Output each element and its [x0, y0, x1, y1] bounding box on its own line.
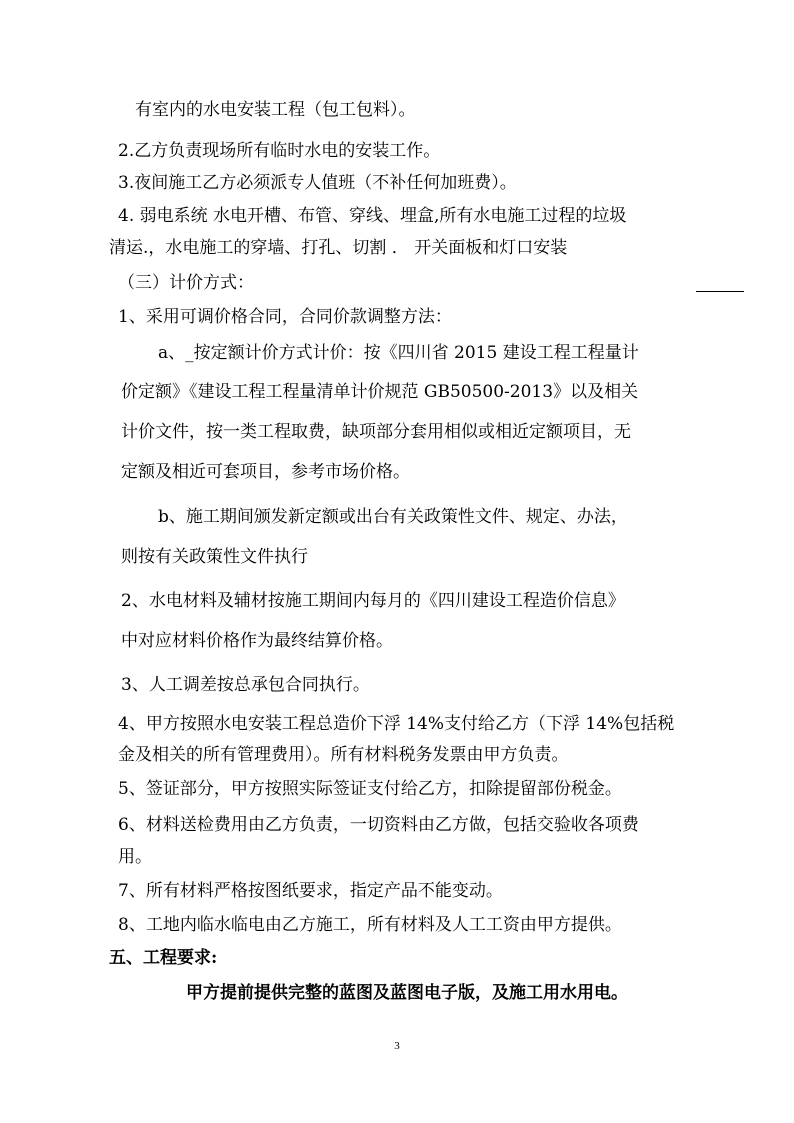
- text-line: 中对应材料价格作为最终结算价格。: [121, 631, 393, 651]
- text-line: 则按有关政策性文件执行: [121, 547, 308, 567]
- text-line: 有室内的水电安装工程（包工包料）。: [135, 100, 416, 120]
- text-line: 1、采用可调价格合同，合同价款调整方法：: [118, 307, 452, 327]
- text-line: a、_按定额计价方式计价：按《四川省 2015 建设工程工程量计: [158, 343, 639, 363]
- blank-underline: [696, 291, 744, 292]
- text-line: 8、工地内临水临电由乙方施工，所有材料及人工工资由甲方提供。: [118, 915, 622, 935]
- page-number: 3: [394, 1040, 400, 1052]
- text-line: 价定额》《建设工程工程量清单计价规范 GB50500-2013》以及相关: [121, 382, 639, 402]
- text-line: 5、签证部分，甲方按照实际签证支付给乙方，扣除提留部份税金。: [118, 779, 622, 799]
- text-line: 4. 弱电系统 水电开槽、布管、穿线、埋盒,所有水电施工过程的垃圾: [118, 206, 627, 226]
- section-heading: （三）计价方式：: [118, 273, 254, 293]
- text-line: 6、材料送检费用由乙方负责，一切资料由乙方做，包括交验收各项费: [118, 815, 639, 835]
- text-line: 3.夜间施工乙方必须派专人值班（不补任何加班费）。: [118, 173, 517, 193]
- text-line: 4、甲方按照水电安装工程总造价下浮 14%支付给乙方（下浮 14%包括税: [118, 714, 675, 734]
- text-line: 2、水电材料及辅材按施工期间内每月的《四川建设工程造价信息》: [121, 591, 625, 611]
- text-line: 计价文件，按一类工程取费，缺项部分套用相似或相近定额项目，无: [121, 422, 631, 442]
- text-line: 7、所有材料严格按图纸要求，指定产品不能变动。: [118, 881, 503, 901]
- text-line: 用。: [118, 847, 152, 867]
- text-line: 2.乙方负责现场所有临时水电的安装工作。: [118, 141, 441, 161]
- text-line: 甲方提前提供完整的蓝图及蓝图电子版，及施工用水用电。: [186, 983, 628, 1003]
- text-line: 3、人工调差按总承包合同执行。: [121, 675, 370, 695]
- text-line: 清运.，水电施工的穿墙、打孔、切割 ． 开关面板和灯口安装: [109, 238, 568, 258]
- text-line: b、施工期间颁发新定额或出台有关政策性文件、规定、办法，: [158, 507, 628, 527]
- text-line: 金及相关的所有管理费用）。所有材料税务发票由甲方负责。: [118, 745, 569, 765]
- section-heading: 五、工程要求:: [109, 948, 218, 968]
- text-line: 定额及相近可套项目，参考市场价格。: [121, 462, 410, 482]
